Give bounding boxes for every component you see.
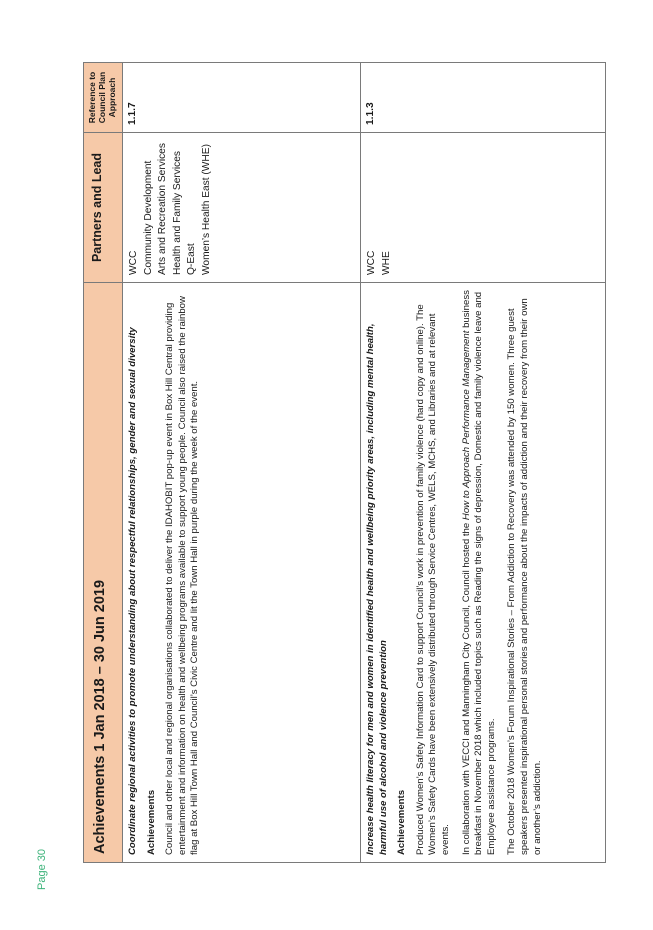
partners-cell (123, 133, 361, 283)
achievement-paragraph: Council and other local and regional organisations collaborated to deliver the IDAHOBIT pop-up event in Box Hill Central providing entertainment and information on health and wellbeing programs available to support young people. Council also raised the rainbow flag at Box Hill Town Hall and Council’s Civic Centre and lit the Town Hall in purple during the week of the event. (164, 296, 201, 855)
achievements-table (83, 62, 606, 863)
partner-item: WHE (380, 251, 392, 275)
achievement-paragraph: Produced Women’s Safety Information Card to support Council’s work in prevention of family violence (hard copy and online). The Women’s Safety Cards have been extensively distributed through Service Centres, WELS, MCHS, and Libraries and at relevant events. (414, 304, 451, 855)
page-number: Page 30 (36, 849, 48, 890)
achievement-paragraph: The October 2018 Women’s Forum Inspirational Stories – From Addiction to Recovery was attended by 150 women. Three guest speakers presented inspirational personal stories and performance about the impacts of addiction and their recovery from their own or another’s addiction. (506, 298, 543, 855)
achievement-paragraph (461, 290, 499, 855)
paragraph-text: In collaboration with VECCI and Manningham City Council, Council hosted the (460, 520, 472, 855)
achievements-subheading: Achievements (145, 789, 157, 855)
reference-cell: 1.1.7 (123, 63, 361, 133)
reference-header: Reference to Council Plan Approach (84, 63, 123, 133)
achievements-cell (123, 283, 361, 863)
partner-item: Community Development (142, 160, 154, 275)
achievements-cell (361, 283, 606, 863)
objective-heading: Increase health literacy for men and women in identified health and wellbeing priority areas, including mental health, harmful use of alcohol and violence prevention (365, 323, 389, 855)
paragraph-text: business breakfast in November 2018 which included topics such as Reading the signs of depression, Domestic and family violence leave and Employee assistance programs. (460, 290, 497, 855)
partners-header: Partners and Lead (84, 133, 123, 283)
table-row (123, 63, 361, 863)
reference-cell: 1.1.3 (361, 63, 606, 133)
objective-heading: Coordinate regional activities to promote understanding about respectful relationships, gender and sexual diversity (127, 327, 138, 855)
partners-cell (361, 133, 606, 283)
partner-item: Women’s Health East (WHE) (200, 144, 212, 275)
partner-item: Q-East (186, 243, 197, 275)
achievements-subheading: Achievements (396, 789, 408, 855)
partner-item: WCC (366, 250, 377, 275)
partner-item: WCC (128, 250, 139, 275)
table-header-row (84, 63, 123, 863)
event-title: How to Approach Performance Management (460, 330, 472, 521)
table-row (361, 63, 606, 863)
partner-item: Arts and Recreation Services (157, 143, 168, 275)
achievements-header: Achievements 1 Jan 2018 – 30 Jun 2019 (84, 283, 123, 863)
rotated-page (83, 63, 603, 863)
partner-item: Health and Family Services (171, 151, 183, 275)
